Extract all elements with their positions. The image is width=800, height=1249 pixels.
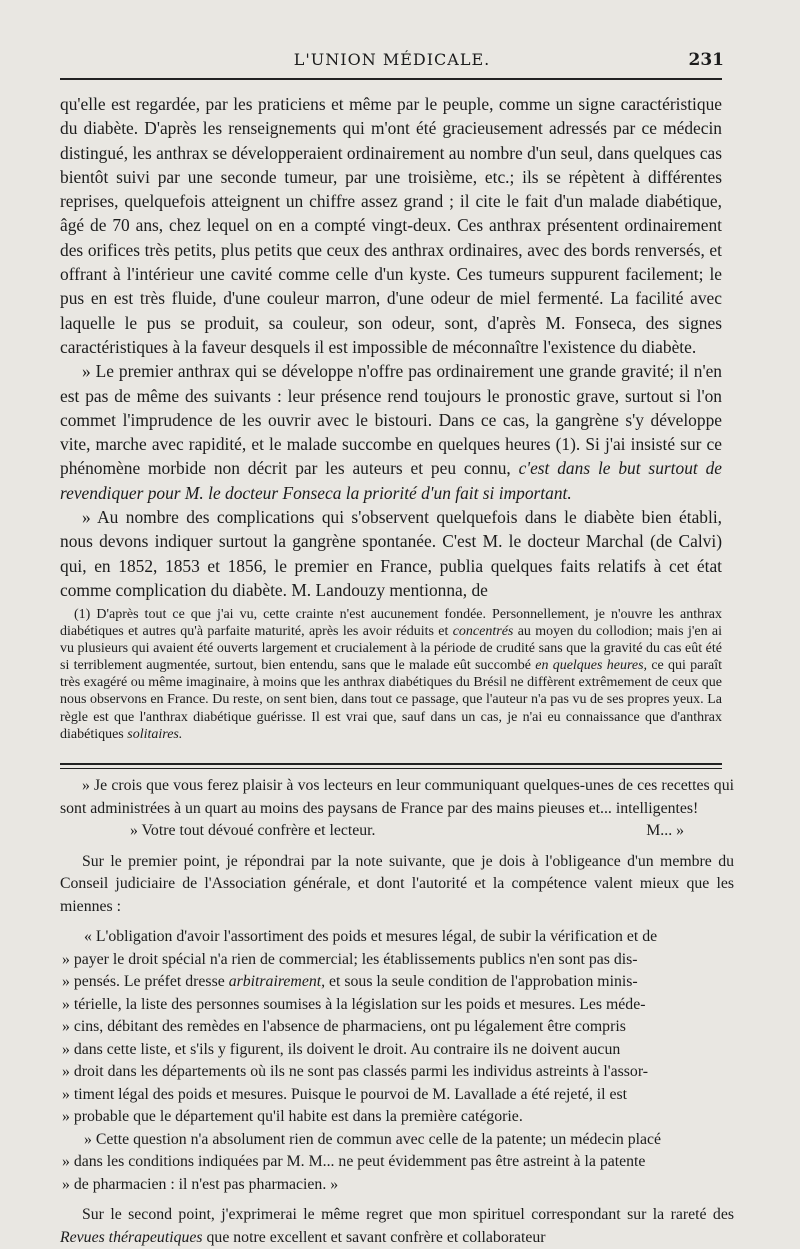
quote-line: » térielle, la liste des personnes soumises à la législation sur les poids et mesures. Les méde-: [62, 995, 646, 1013]
footnote-part-b: au moyen du collodion; mais j'en ai vu plusieurs qui avaient été ouverts largement et crucialement à la période de crudité sans que la gravité du cas eût été si terriblement augmentée, surtout, bien entendu, sans que le malade eût succombé: [60, 624, 723, 674]
letter-section: [60, 775, 734, 1249]
divider-rule-bottom: [60, 768, 722, 769]
quote-line: [60, 971, 734, 994]
running-title: L'UNION MÉDICALE.: [293, 50, 491, 69]
spacer: [60, 1196, 734, 1204]
footnote-part-a: (1) D'après tout ce que j'ai vu, cette crainte n'est aucunement fondée. Personnellement, je n'ouvre les anthrax diabétiques et autres qu'à parfaite maturité, après les avoir réduits et: [60, 607, 722, 640]
quote-line: » timent légal des poids et mesures. Puisque le pourvoi de M. Lavallade a été rejeté, il est: [62, 1085, 628, 1103]
quote-line: » droit dans les départements où ils ne sont pas classés parmi les individus astreints à l'assor-: [62, 1063, 649, 1080]
footnote-italic-a: concentrés: [452, 624, 514, 640]
quote-line-part: et sous la seule condition de l'approbation minis-: [329, 973, 638, 990]
spacer: [60, 843, 734, 851]
footnote-text: [60, 606, 722, 743]
quote-line: » de pharmacien : il n'est pas pharmacien. »: [62, 1175, 339, 1193]
closing-italic: Revues thérapeutiques: [60, 1228, 203, 1246]
quote-line: » dans les conditions indiquées par M. M... ne peut évidemment pas être astreint à la patente: [62, 1153, 646, 1170]
closing-paragraph: [60, 1204, 734, 1249]
closing-part: que notre excellent et savant confrère et collaborateur: [206, 1228, 546, 1246]
footnote-italic-b: en quelques heures,: [535, 658, 648, 674]
quote-line-part: » pensés. Le préfet dresse: [62, 973, 225, 990]
footnote: [60, 606, 722, 743]
main-text: [60, 92, 722, 602]
quote-line-italic: arbitrairement,: [228, 973, 326, 990]
quote-line: » Cette question n'a absolument rien de commun avec celle de la patente; un médecin placé: [84, 1130, 662, 1148]
reply-intro: Sur le premier point, je répondrai par la note suivante, que je dois à l'obligeance d'un membre du Conseil judiciaire de l'Association générale, et dont l'autorité et la compétence valent mieux que les miennes :: [60, 852, 734, 915]
page-number: 231: [688, 50, 724, 70]
paragraph-anthrax-gravity-italic: c'est dans le but surtout de revendiquer pour M. le docteur Fonseca la priorité d'un fait si important.: [60, 458, 722, 503]
spacer: [60, 918, 734, 926]
footnote-part-c: ce qui paraît très exagéré ou même imaginaire, à moins que les anthrax diabétiques du Brésil ne diffèrent extrêmement de ceux que nous observons en France. Du reste, on sent bien, dans tout ce passage, que l'auteur n'a pas vu de ses propres yeux. La règle est que l'anthrax diabétique guérisse. Il est vrai que, sauf dans un cas, je n'ai eu connaissance que d'anthrax diabétiques: [60, 658, 723, 742]
paragraph-gangrene: » Au nombre des complications qui s'observent quelquefois dans le diabète bien établi, nous devons indiquer surtout la gangrène spontanée. C'est M. le docteur Marchal (de Calvi) qui, en 1852, 1853 et 1856, le premier en France, publia quelques faits relatifs à cet état comme complication du diabète. M. Landouzy mentionna, de: [60, 507, 722, 600]
quote-line: » cins, débitant des remèdes en l'absence de pharmaciens, ont pu légalement être compris: [62, 1018, 626, 1035]
quote-line: » probable que le département qu'il habite est dans la première catégorie.: [62, 1108, 523, 1125]
header-rule: [60, 78, 722, 80]
signature: M... »: [646, 822, 684, 839]
divider-rule-top: [60, 763, 722, 765]
sign-off: » Votre tout dévoué confrère et lecteur.: [130, 822, 376, 839]
running-head: [60, 48, 724, 74]
sign-off-line: [60, 820, 734, 843]
paragraph-anthrax-description: qu'elle est regardée, par les praticiens et même par le peuple, comme un signe caractéristique du diabète. D'après les renseignements qui m'ont été gracieusement adressés par ce médecin distingué, les anthrax se développeraient ordinairement au nombre d'un seul, dans quelques cas bientôt suivi par une seconde tumeur, par une troisième, etc.; ils se répètent à différentes reprises, quelquefois atteignent un chiffre assez grand ; il cite le fait d'un malade diabétique, âgé de 70 ans, chez lequel on en a compté vingt-deux. Ces anthrax présentent ordinairement des orifices très petits, plus petits que ceux des anthrax ordinaires, avec des bords renversés, et offrant à l'intérieur une cavité comme celle d'un kyste. Ces tumeurs suppurent facilement; le pus en est très fluide, d'une couleur marron, d'une odeur de miel fermenté. La facilité avec laquelle le pus se produit, sa couleur, son odeur, sont, d'après M. Fonseca, des signes caractéristiques à la faveur desquels il est impossible de méconnaître l'existence du diabète.: [60, 94, 722, 357]
quote-line: « L'obligation d'avoir l'assortiment des poids et mesures légal, de subir la vérification et de: [84, 928, 658, 945]
quote-line: » payer le droit spécial n'a rien de commercial; les établissements publics n'en sont pas dis-: [62, 950, 638, 968]
quote-line: » dans cette liste, et s'ils y figurent, ils doivent le droit. Au contraire ils ne doivent aucun: [62, 1040, 621, 1058]
paragraph-anthrax-gravity: [60, 359, 722, 505]
section-divider: [60, 763, 722, 769]
letter-opening: » Je crois que vous ferez plaisir à vos lecteurs en leur communiquant quelques-unes de ces recettes qui sont administrées à un quart au moins des paysans de France par des mains pieuses et... intelligentes!: [60, 777, 734, 817]
closing-part: Sur le second point, j'exprimerai le même regret que mon spirituel correspondant sur la rareté des: [82, 1206, 734, 1223]
footnote-italic-c: solitaires.: [127, 726, 183, 742]
paragraph-anthrax-gravity-text: » Le premier anthrax qui se développe n'offre pas ordinairement une grande gravité; il n'en est pas de même des suivants : leur présence rend toujours le pronostic grave, surtout si l'on commet l'imprudence de les ouvrir avec le bistouri. Dans ce cas, la gangrène s'y développe vite, marche avec rapidité, et le malade succombe en quelques heures (1). Si j'ai insisté sur ce phénomène morbide non décrit par les auteurs et peu connu,: [60, 361, 722, 479]
